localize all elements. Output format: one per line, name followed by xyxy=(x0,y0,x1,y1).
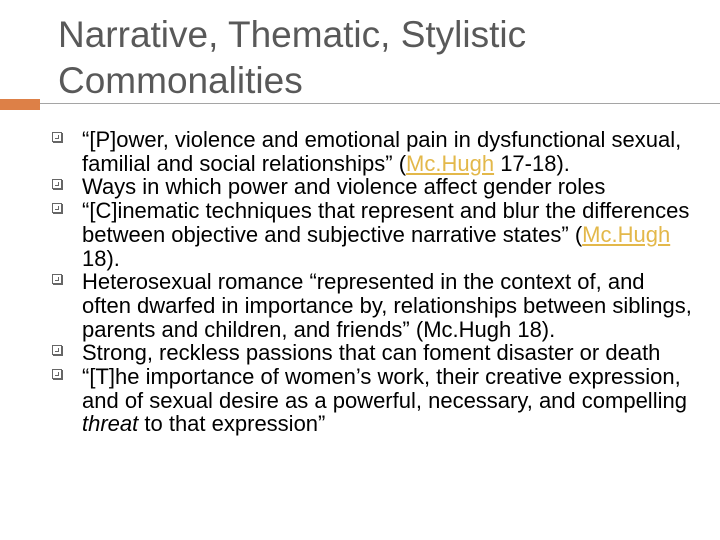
bullet-item xyxy=(52,175,692,199)
emphasis-text: threat xyxy=(82,411,139,437)
bullet-item xyxy=(52,128,692,175)
square-bullet-icon xyxy=(52,179,62,189)
square-bullet-icon xyxy=(52,132,62,142)
slide-title xyxy=(58,12,678,104)
title-divider xyxy=(40,103,720,104)
bullet-item xyxy=(52,270,692,341)
bullet-text: Heterosexual romance “represented in the context of, and often dwarfed in importance by, relationships between siblings, parents and children, and friends” (Mc.Hugh 18). xyxy=(82,269,692,342)
bullet-text: “[C]inematic techniques that represent and blur the differences between objective and subjective narrative states” (Mc.Hugh 18). xyxy=(82,198,690,271)
bullet-text: “[P]ower, violence and emotional pain in dysfunctional sexual, familial and social relationships” (Mc.Hugh 17-18). xyxy=(82,127,682,176)
bullet-item xyxy=(52,341,692,365)
square-bullet-icon xyxy=(52,345,62,355)
bullet-item xyxy=(52,199,692,270)
bullet-item xyxy=(52,365,692,436)
bullet-list xyxy=(52,128,692,436)
bullet-text: Strong, reckless passions that can foment disaster or death xyxy=(82,340,661,366)
citation-link[interactable]: Mc.Hugh xyxy=(582,221,671,247)
square-bullet-icon xyxy=(52,369,62,379)
square-bullet-icon xyxy=(52,203,62,213)
title-line-2: Commonalities xyxy=(58,60,303,101)
citation-link[interactable]: Mc.Hugh xyxy=(406,150,495,176)
bullet-text: Ways in which power and violence affect gender roles xyxy=(82,174,606,200)
bullet-text: “[T]he importance of women’s work, their creative expression, and of sexual desire as a powerful, necessary, and compelling threat to that expression” xyxy=(82,364,687,437)
title-line-1: Narrative, Thematic, Stylistic xyxy=(58,14,527,55)
title-accent-bar xyxy=(0,99,40,110)
square-bullet-icon xyxy=(52,274,62,284)
